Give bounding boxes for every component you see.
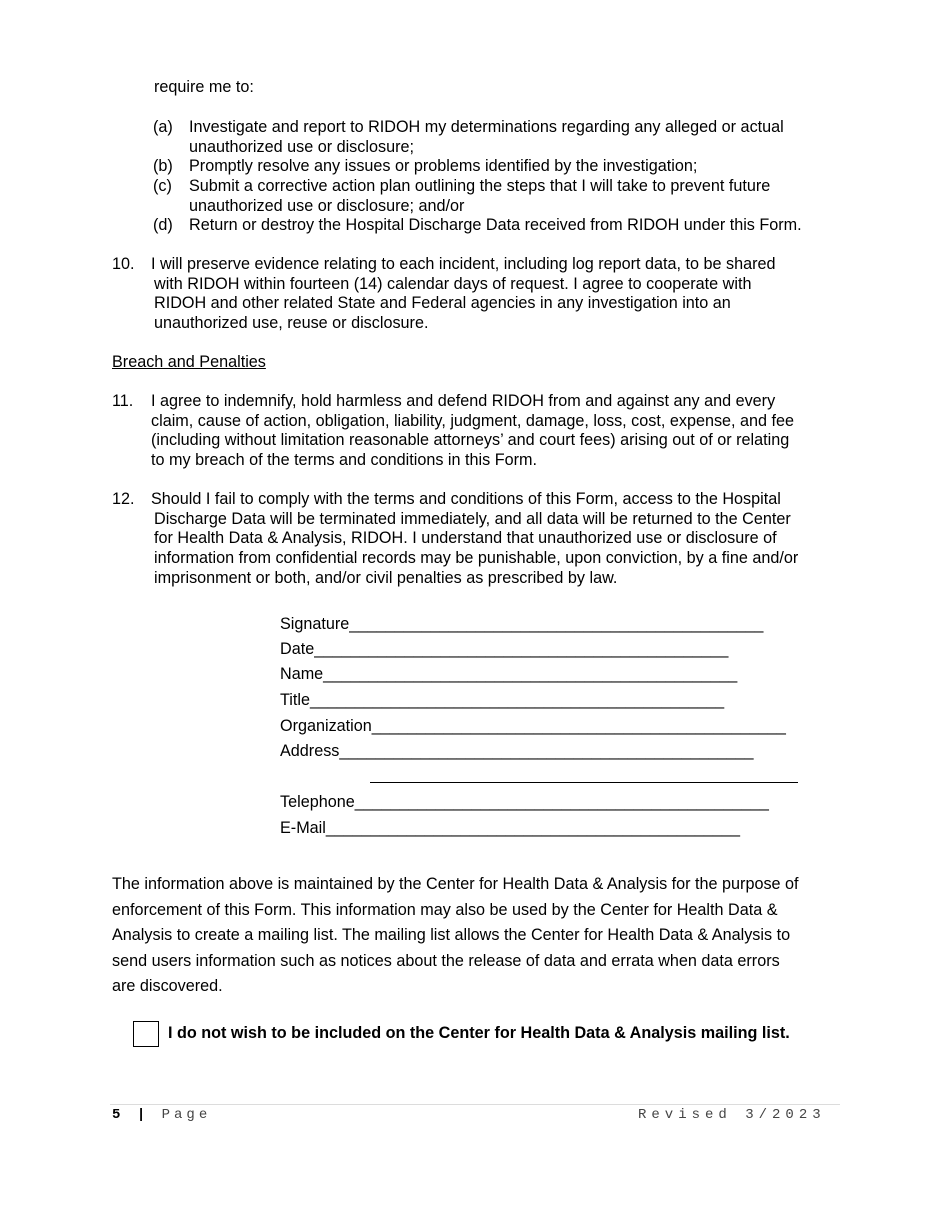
item-line: information from confidential records may be punishable, upon conviction, by a fine and/or bbox=[154, 549, 799, 568]
list-label: (d) bbox=[153, 216, 173, 234]
revision-date: Revised 3/2023 bbox=[638, 1107, 826, 1123]
list-label: (b) bbox=[153, 157, 173, 175]
item-number: 12. bbox=[112, 490, 135, 508]
item-number: 11. bbox=[112, 392, 134, 410]
info-paragraph bbox=[112, 872, 842, 1000]
telephone-field[interactable]: Telephone______________________________________________ bbox=[280, 793, 769, 811]
page-number: 5 | Page bbox=[112, 1107, 212, 1123]
page-number-value: 5 bbox=[112, 1107, 125, 1123]
item-line: with RIDOH within fourteen (14) calendar days of request. I agree to cooperate with bbox=[154, 274, 752, 293]
item-line: to my breach of the terms and conditions in this Form. bbox=[151, 451, 537, 470]
item-line: I will preserve evidence relating to each incident, including log report data, to be shared bbox=[151, 255, 776, 273]
title-field[interactable]: Title______________________________________________ bbox=[280, 691, 725, 709]
item-line: for Health Data & Analysis, RIDOH. I understand that unauthorized use or disclosure of bbox=[154, 529, 777, 548]
list-line: Submit a corrective action plan outlining the steps that I will take to prevent future bbox=[189, 177, 771, 195]
list-line: unauthorized use or disclosure; bbox=[189, 137, 414, 156]
list-line: Promptly resolve any issues or problems identified by the investigation; bbox=[189, 157, 698, 175]
item-line: Should I fail to comply with the terms and conditions of this Form, access to the Hospital bbox=[151, 490, 781, 508]
section-heading: Breach and Penalties bbox=[112, 353, 266, 371]
list-line: unauthorized use or disclosure; and/or bbox=[189, 196, 465, 215]
intro-text: require me to: bbox=[154, 78, 254, 96]
list-label: (c) bbox=[153, 177, 172, 195]
list-label: (a) bbox=[153, 118, 173, 136]
info-line: Analysis to create a mailing list. The mailing list allows the Center for Health Data & Analysis to bbox=[112, 926, 791, 944]
info-line: send users information such as notices about the release of data and errata when data errors bbox=[112, 951, 780, 970]
page-word: Page bbox=[161, 1107, 212, 1123]
info-line: The information above is maintained by the Center for Health Data & Analysis for the purpose of bbox=[112, 875, 799, 893]
organization-field[interactable]: Organization______________________________________________ bbox=[280, 717, 786, 735]
item-line: (including without limitation reasonable attorneys’ and court fees) arising out of or relating bbox=[151, 431, 790, 450]
name-field[interactable]: Name______________________________________________ bbox=[280, 665, 738, 683]
item-line: claim, cause of action, obligation, liability, judgment, damage, loss, cost, expense, and fee bbox=[151, 411, 795, 430]
item-line: RIDOH and other related State and Federal agencies in any investigation into an bbox=[154, 294, 731, 313]
list-line: Return or destroy the Hospital Discharge Data received from RIDOH under this Form. bbox=[189, 216, 802, 234]
mailing-list-optout-checkbox[interactable] bbox=[133, 1021, 159, 1047]
list-line: Investigate and report to RIDOH my determinations regarding any alleged or actual bbox=[189, 118, 784, 136]
item-line: imprisonment or both, and/or civil penalties as prescribed by law. bbox=[154, 568, 618, 587]
footer-divider bbox=[110, 1104, 840, 1105]
info-line: enforcement of this Form. This information may also be used by the Center for Health Data & bbox=[112, 900, 778, 919]
item-line: I agree to indemnify, hold harmless and defend RIDOH from and against any and every bbox=[151, 392, 776, 410]
email-field[interactable]: E-Mail______________________________________________ bbox=[280, 819, 740, 837]
address-field[interactable]: Address______________________________________________ bbox=[280, 742, 754, 760]
address-line-2[interactable] bbox=[370, 772, 798, 783]
signature-field[interactable]: Signature______________________________________________ bbox=[280, 615, 764, 633]
item-line: Discharge Data will be terminated immediately, and all data will be returned to the Center bbox=[154, 509, 791, 528]
info-line: are discovered. bbox=[112, 977, 223, 995]
item-line: unauthorized use, reuse or disclosure. bbox=[154, 314, 429, 333]
mailing-list-optout-label: I do not wish to be included on the Center for Health Data & Analysis mailing list. bbox=[168, 1024, 790, 1042]
item-number: 10. bbox=[112, 255, 135, 273]
date-field[interactable]: Date______________________________________________ bbox=[280, 640, 729, 658]
